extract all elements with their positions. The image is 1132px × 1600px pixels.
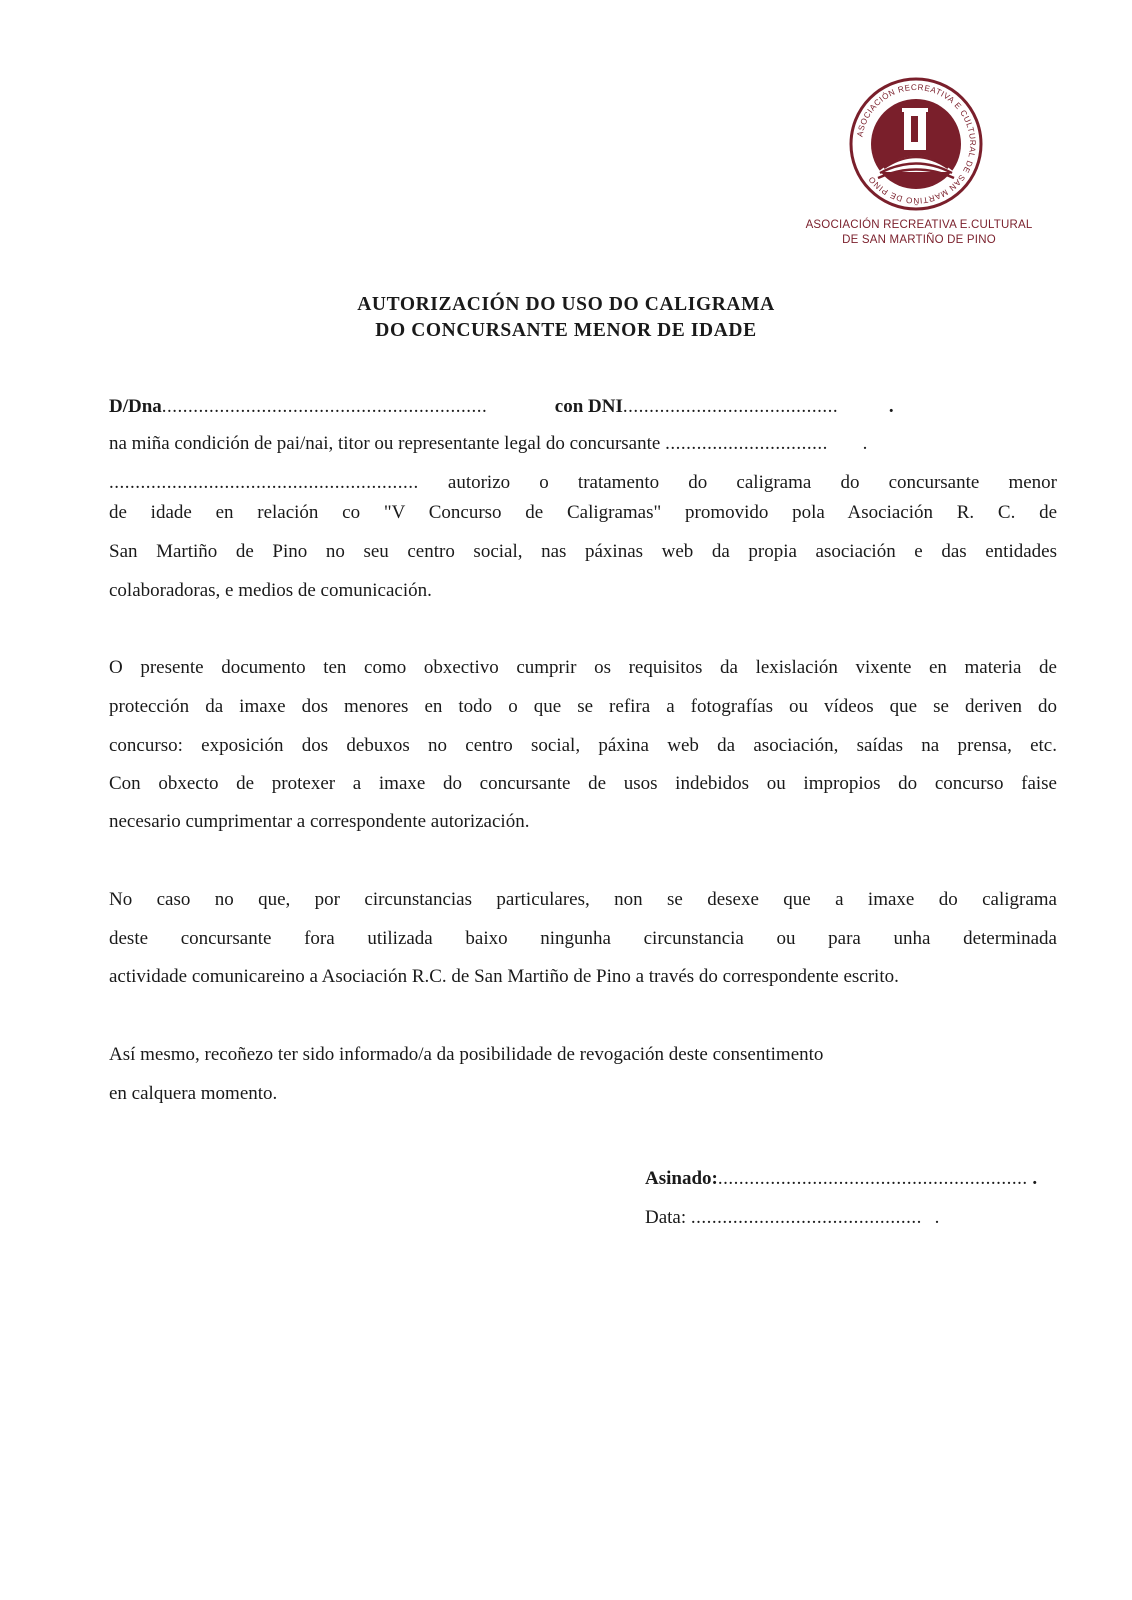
paragraph-2-line-2: protección da imaxe dos menores en todo o que se refira a fotografías ou vídeos que se deriven do xyxy=(109,696,1057,717)
name-field[interactable]: .............................................................. xyxy=(161,396,488,417)
paragraph-1-line-2: de idade en relación co "V Concurso de Caligramas" promovido pola Asociación R. C. de xyxy=(109,502,1057,523)
contestant-name-field[interactable]: ............................... xyxy=(665,433,828,454)
date-label: Data: xyxy=(645,1207,687,1228)
name-label: D/Dna xyxy=(109,396,162,417)
paragraph-2-line-5: necesario cumprimentar a correspondente autorización. xyxy=(109,811,530,832)
date-field[interactable]: ............................................ xyxy=(690,1207,922,1228)
organization-logo xyxy=(800,76,1038,248)
paragraph-3-line-1: No caso no que, por circunstancias particulares, non se desexe que a imaxe do caligrama xyxy=(109,889,1057,910)
document-title xyxy=(0,292,1132,344)
guardian-condition-line xyxy=(109,433,867,455)
date-line xyxy=(645,1207,939,1229)
organization-name-line-2: DE SAN MARTIÑO DE PINO xyxy=(842,234,996,246)
end-dot: . xyxy=(862,433,868,454)
end-dot: . xyxy=(1032,1168,1038,1189)
organization-name-line-1: ASOCIACIÓN RECREATIVA E.CULTURAL xyxy=(805,219,1033,231)
dni-label: con DNI xyxy=(554,396,623,417)
guardian-name-line xyxy=(109,396,894,418)
paragraph-1-line-1: ........................................................... autorizo o tratamento do caligrama do concursante menor xyxy=(109,472,1057,493)
end-dot: . xyxy=(934,1207,940,1228)
paragraph-2-line-1: O presente documento ten como obxectivo cumprir os requisitos da lexislación vixente en materia de xyxy=(109,657,1057,678)
signature-field[interactable]: ........................................................... xyxy=(717,1168,1028,1189)
seal-ring-text: ASOCIACIÓN RECREATIVA E CULTURAL DE SAN MARTIÑO DE PINO xyxy=(855,82,978,206)
paragraph-3-line-3: actividade comunicareino a Asociación R.C. de San Martiño de Pino a través do correspondente escrito. xyxy=(109,966,899,987)
paragraph-1-line-3: San Martiño de Pino no seu centro social, nas páxinas web da propia asociación e das entidades xyxy=(109,541,1057,562)
paragraph-2-line-4: Con obxecto de protexer a imaxe do concursante de usos indebidos ou impropios do concurso faise xyxy=(109,773,1057,794)
paragraph-3-line-2: deste concursante fora utilizada baixo ningunha circunstancia ou para unha determinada xyxy=(109,928,1057,949)
paragraph-1-line-4: colaboradoras, e medios de comunicación. xyxy=(109,580,432,601)
end-dot: . xyxy=(888,396,894,417)
paragraph-4-line-2: en calquera momento. xyxy=(109,1083,278,1104)
condition-text: na miña condición de pai/nai, titor ou representante legal do concursante xyxy=(109,433,661,454)
signature-line xyxy=(645,1168,1037,1190)
title-line-1: AUTORIZACIÓN DO USO DO CALIGRAMA xyxy=(357,294,775,315)
title-line-2: DO CONCURSANTE MENOR DE IDADE xyxy=(375,320,757,341)
signed-label: Asinado: xyxy=(645,1168,718,1189)
contestant-name-continuation-field[interactable]: ........................................................... xyxy=(109,472,419,493)
paragraph-4-line-1: Así mesmo, recoñezo ter sido informado/a da posibilidade de revogación deste consentimento xyxy=(109,1044,824,1065)
paragraph-2-line-3: concurso: exposición dos debuxos no centro social, páxina web da asociación, saídas na prensa, etc. xyxy=(109,735,1057,756)
seal-emblem xyxy=(848,76,984,212)
dni-field[interactable]: ......................................... xyxy=(622,396,839,417)
